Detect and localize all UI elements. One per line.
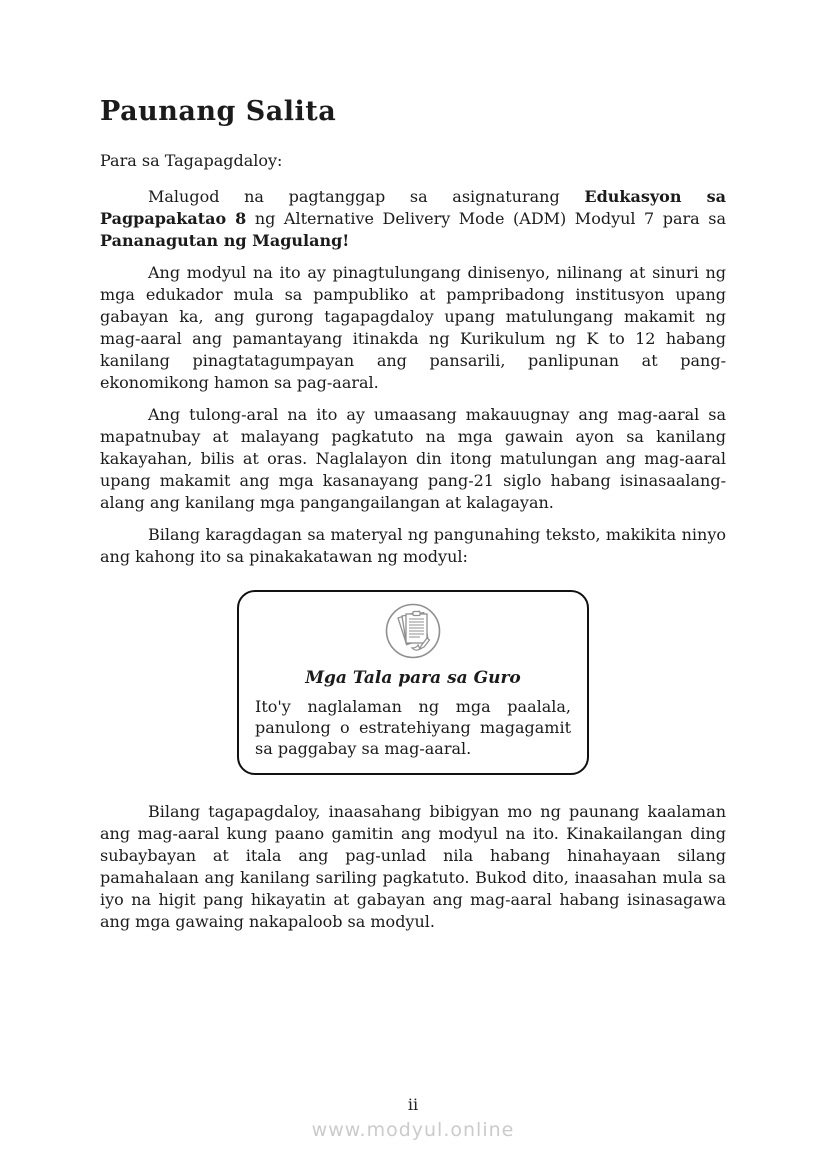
- notes-for-teacher-icon: [384, 645, 442, 664]
- paragraph-intro: [100, 186, 726, 252]
- page-content: [100, 96, 726, 943]
- paragraph-2: Ang modyul na ito ay pinagtulungang dinisenyo, nilinang at sinuri ng mga edukador mula sa pampubliko at pampribadong institusyon upang gabayan ka, ang gurong tagapagdaloy upang matulungang makamit ng mag-aaral ang pamantayang itinakda ng Kurikulum ng K to 12 habang kanilang pinagtatagumpayan ang pansarili, panlipunan at pang-ekonomikong hamon sa pag-aaral.: [100, 263, 726, 392]
- intro-module-bold: Pananagutan ng Magulang!: [100, 231, 350, 250]
- intro-subject-bold: Edukasyon sa Pagpapakatao 8: [100, 187, 726, 228]
- page-title: Paunang Salita: [100, 96, 337, 127]
- paragraph-5: Bilang tagapagdaloy, inaasahang bibigyan mo ng paunang kaalaman ang mag-aaral kung paano gamitin ang modyul na ito. Kinakailangan ding subaybayan at itala ang pag-unlad nila habang hinahayaan silang pamahalaan ang kanilang sariling pagkatuto. Bukod dito, inaasahan mula sa iyo na higit pang hikayatin at gabayan ang mag-aaral habang isinasagawa ang mga gawaing nakapaloob sa modyul.: [100, 802, 726, 931]
- page-number: ii: [407, 1095, 419, 1114]
- paragraph-4: Bilang karagdagan sa materyal ng pangunahing teksto, makikita ninyo ang kahong ito sa pinakakatawan ng modyul:: [100, 525, 726, 566]
- note-box-title: Mga Tala para sa Guro: [305, 668, 521, 688]
- intro-pre: Malugod na pagtanggap sa asignaturang: [148, 187, 585, 206]
- note-box-body: Ito'y naglalaman ng mga paalala, panulong o estratehiyang magagamit sa paggabay sa mag-aaral.: [255, 697, 571, 758]
- watermark: www.modyul.online: [311, 1119, 515, 1141]
- teacher-note-box: [237, 590, 589, 775]
- intro-mid: ng Alternative Delivery Mode (ADM) Modyul 7 para sa: [246, 209, 726, 228]
- salutation: Para sa Tagapagdaloy:: [100, 151, 283, 170]
- paragraph-3: Ang tulong-aral na ito ay umaasang makauugnay ang mag-aaral sa mapatnubay at malayang pagkatuto na mga gawain ayon sa kanilang kakayahan, bilis at oras. Naglalayon din itong matulungan ang mag-aaral upang makamit ang mga kasanayang pang-21 siglo habang isinasaalang-alang ang kanilang mga pangangailangan at kalagayan.: [100, 405, 726, 512]
- note-icon-wrap: [255, 602, 571, 664]
